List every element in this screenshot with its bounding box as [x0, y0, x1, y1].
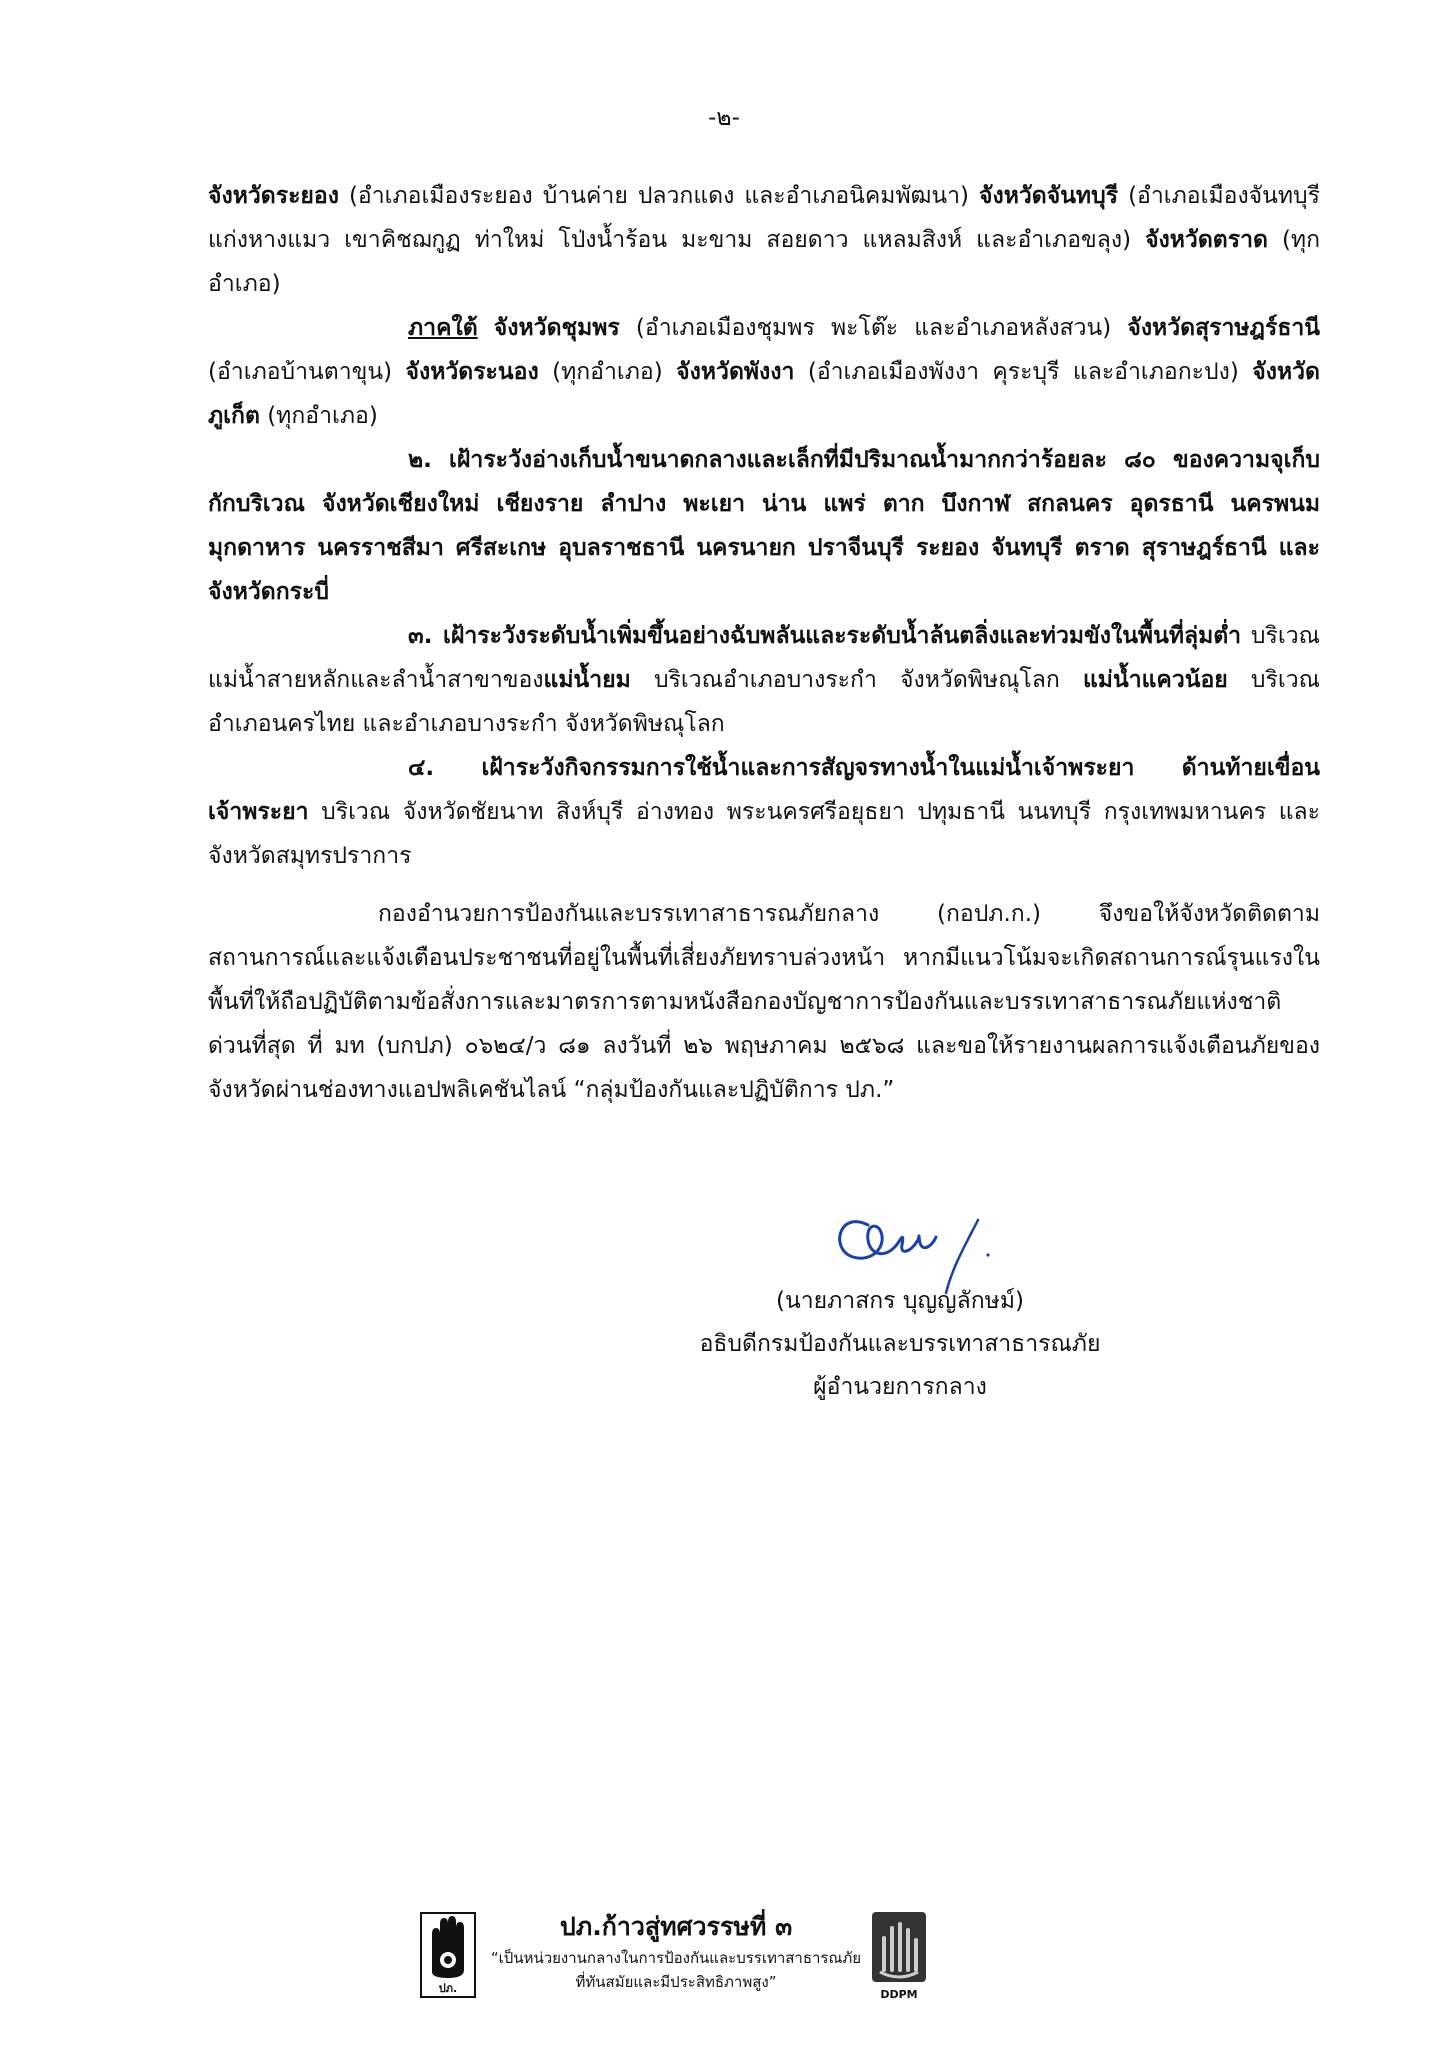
text-run: (ทุกอำเภอ) — [538, 359, 677, 385]
text-run: (อำเภอบ้านตาขุน) — [208, 359, 406, 385]
text-run: บริเวณอำเภอบางระกำ จังหวัดพิษณุโลก — [630, 667, 1083, 693]
text-run: (ทุกอำเภอ) — [208, 227, 1321, 297]
footer-slogan — [486, 1908, 866, 1994]
slogan-title: ปภ.ก้าวสู่ทศวรรษที่ ๓ — [559, 1912, 793, 1941]
slogan-line-2: ที่ทันสมัยและมีประสิทธิภาพสูง” — [575, 1973, 777, 1991]
text-run: (อำเภอเมืองจันทบุรี แก่งหางแมว เขาคิชฌกูฏ ท่าใหม่ โป่งน้ำร้อน มะขาม สอยดาว แหลมสิงห์ และอำเภอขลุง) — [208, 183, 1320, 253]
signatory-position: ผู้อำนวยการกลาง — [813, 1374, 987, 1400]
bold-text-run: จังหวัดตราด — [1145, 227, 1268, 253]
document-body — [208, 174, 1320, 1112]
bold-text-run: จังหวัดชุมพร — [493, 315, 620, 341]
ddpm-hand-logo — [420, 1912, 476, 1998]
text-run: (ทุกอำเภอ) — [259, 403, 378, 429]
text-run: (อำเภอเมืองชุมพร พะโต๊ะ และอำเภอหลังสวน) — [619, 315, 1128, 341]
text-run: บริเวณแม่น้ำสายหลักและลำน้ำสาขาของ — [208, 623, 1320, 693]
bold-text-run: จังหวัดจันทบุรี — [979, 183, 1119, 209]
slogan-line-1: “เป็นหน่วยงานกลางในการป้องกันและบรรเทาสาธารณภัย — [490, 1949, 862, 1967]
bold-text-run: ภาคใต้ — [408, 315, 478, 341]
signatory-name: (นายภาสกร บุญญลักษม์) — [776, 1288, 1024, 1314]
paragraph-item-2-reservoirs — [208, 438, 1320, 614]
text-run — [478, 315, 494, 341]
text-run: (อำเภอเมืองระยอง บ้านค่าย ปลวกแดง และอำเภอนิคมพัฒนา) — [338, 183, 980, 209]
footer — [420, 1908, 980, 2008]
paragraph-request — [208, 892, 1320, 1112]
bold-text-run: ๔. เฝ้าระวังกิจกรรมการใช้น้ำและการสัญจรทางน้ำในแม่น้ำเจ้าพระยา ด้านท้ายเขื่อนเจ้าพระยา — [208, 755, 1320, 825]
paragraph-item-4-chao-phraya — [208, 746, 1320, 878]
bold-text-run: แม่น้ำแควน้อย — [1082, 667, 1228, 693]
logo-right-label: DDPM — [880, 1988, 918, 2001]
paragraph-south-provinces — [208, 306, 1320, 438]
bold-text-run: จังหวัดสุราษฎร์ธานี — [1127, 315, 1321, 341]
text-run: บริเวณ จังหวัดชัยนาท สิงห์บุรี อ่างทอง พระนครศรีอยุธยา ปทุมธานี นนทบุรี กรุงเทพมหานคร และจังหวัดสมุทรปราการ — [208, 799, 1320, 869]
paragraph-east-provinces — [208, 174, 1320, 306]
text-run: กองอำนวยการป้องกันและบรรเทาสาธารณภัยกลาง (กอปภ.ก.) จึงขอให้จังหวัดติดตามสถานการณ์และแจ้งเตือนประชาชนที่อยู่ในพื้นที่เสี่ยงภัยทราบล่วงหน้า หากมีแนวโน้มจะเกิดสถานการณ์รุนแรงในพื้นที่ให้ถือปฏิบัติตามข้อสั่งการและมาตรการตามหนังสือกองบัญชาการป้องกันและบรรเทาสาธารณภัยแห่งชาติ ด่วนที่สุด ที่ มท (บกปภ) ๐๖๒๔/ว ๘๑ ลงวันที่ ๒๖ พฤษภาคม ๒๕๖๘ และขอให้รายงานผลการแจ้งเตือนภัยของจังหวัดผ่านช่องทางแอปพลิเคชันไลน์ “กลุ่มป้องกันและปฏิบัติการ ปภ.” — [208, 901, 1320, 1103]
signatory-title: อธิบดีกรมป้องกันและบรรเทาสาธารณภัย — [699, 1331, 1101, 1357]
bold-text-run: จังหวัดพังงา — [676, 359, 795, 385]
paragraph-item-3-water-level — [208, 614, 1320, 746]
bold-text-run: ๒. เฝ้าระวังอ่างเก็บน้ำขนาดกลางและเล็กที่มีปริมาณน้ำมากกว่าร้อยละ ๘๐ ของความจุเก็บกักบริเวณ จังหวัดเชียงใหม่ เชียงราย ลำปาง พะเยา น่าน แพร่ ตาก บึงกาฬ สกลนคร อุดรธานี นครพนม มุกดาหาร นครราชสีมา ศรีสะเกษ อุบลราชธานี นครนายก ปราจีนบุรี ระยอง จันทบุรี ตราด สุราษฎร์ธานี และจังหวัดกระบี่ — [208, 447, 1320, 605]
bold-text-run: ๓. เฝ้าระวังระดับน้ำเพิ่มขึ้นอย่างฉับพลันและระดับน้ำล้นตลิ่งและท่วมขังในพื้นที่ลุ่มต่ำ — [408, 623, 1242, 649]
logo-left-label: ปภ. — [438, 1982, 458, 1995]
page-number: -๒- — [708, 105, 740, 131]
bold-text-run: จังหวัดระยอง — [208, 183, 339, 209]
bold-text-run: แม่น้ำยม — [543, 667, 631, 693]
ddpm-emblem-logo — [870, 1910, 928, 2006]
text-run: (อำเภอเมืองพังงา คุระบุรี และอำเภอกะปง) — [794, 359, 1253, 385]
signature-block — [690, 1280, 1110, 1409]
bold-text-run: จังหวัดระนอง — [405, 359, 539, 385]
bold-text-run: จังหวัดภูเก็ต — [208, 359, 1320, 429]
text-run: บริเวณอำเภอนครไทย และอำเภอบางระกำ จังหวัดพิษณุโลก — [208, 667, 1320, 737]
